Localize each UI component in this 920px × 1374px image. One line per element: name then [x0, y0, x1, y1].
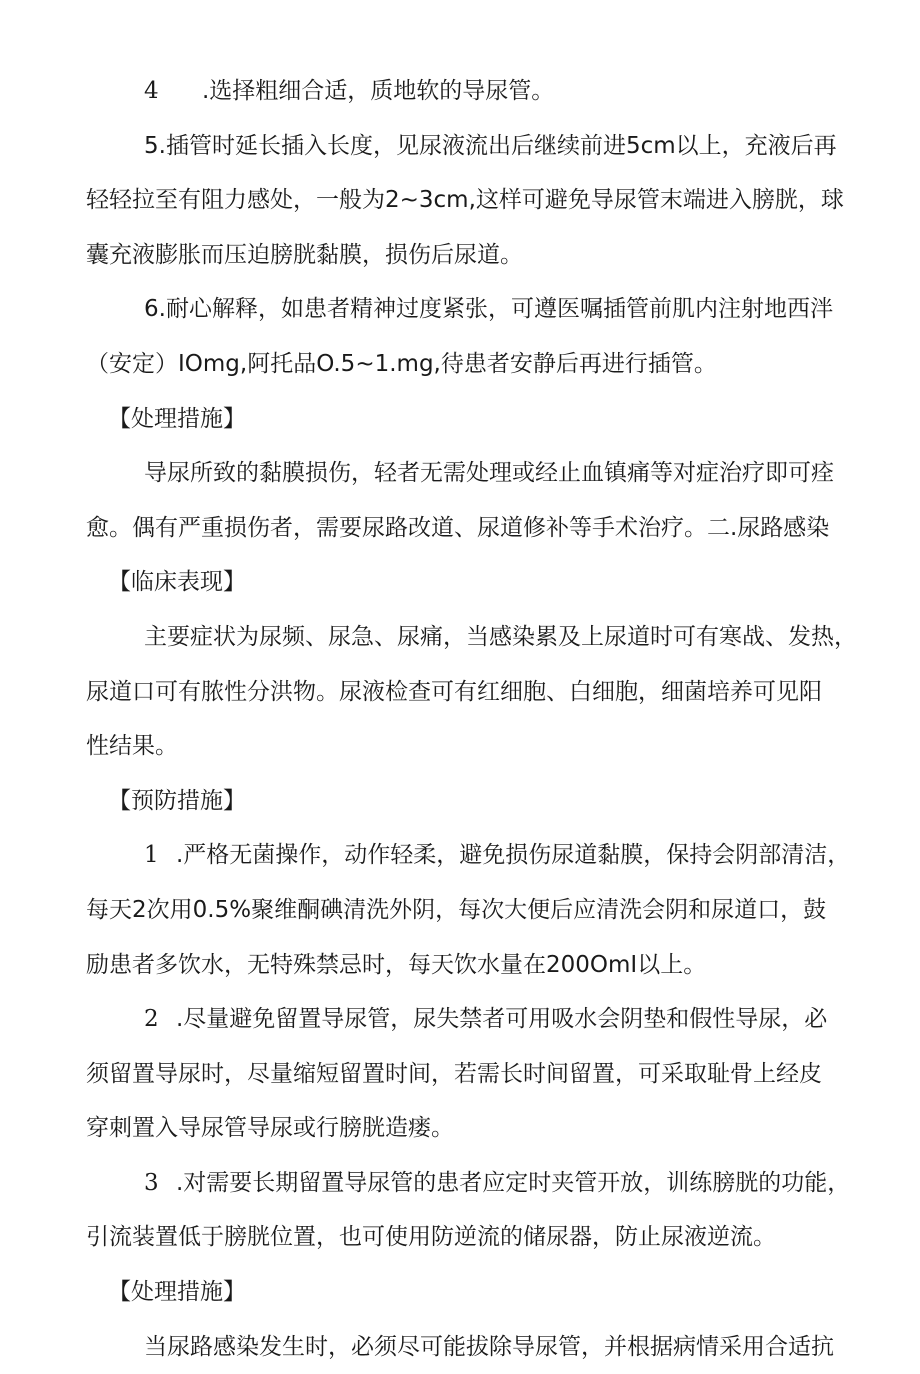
- line-text: .尽量避免留置导尿管，尿失禁者可用吸水会阴垫和假性导尿，必: [176, 1006, 828, 1033]
- line-text: .严格无菌操作，动作轻柔，避免损伤尿道黏膜，保持会阴部清洁，: [176, 842, 851, 869]
- paragraph-line: 主要症状为尿频、尿急、尿痛，当感染累及上尿道时可有寒战、发热，: [144, 623, 857, 650]
- section-heading: 【预防措施】: [108, 787, 246, 814]
- paragraph-line: 性结果。: [86, 733, 178, 760]
- paragraph-line: 当尿路感染发生时，必须尽可能拔除导尿管，并根据病情采用合适抗: [144, 1333, 834, 1360]
- paragraph-line: 励患者多饮水，无特殊禁忌时，每天饮水量在200OmI以上。: [86, 951, 707, 978]
- paragraph-line: 6.耐心解释，如患者精神过度紧张，可遵医嘱插管前肌内注射地西泮: [144, 296, 833, 323]
- line-text: .选择粗细合适，质地软的导尿管。: [202, 78, 555, 104]
- paragraph-line: [86, 64, 838, 119]
- paragraph-line: 愈。偶有严重损伤者，需要尿路改道、尿道修补等手术治疗。二.尿路感染: [86, 514, 830, 541]
- paragraph-line: 5.插管时延长插入长度，见尿液流出后继续前进5cm以上，充液后再: [144, 132, 837, 159]
- section-heading: 【处理措施】: [108, 1279, 246, 1306]
- list-number: 2: [144, 1006, 159, 1033]
- paragraph-line: [86, 828, 851, 883]
- paragraph-line: 导尿所致的黏膜损伤，轻者无需处理或经止血镇痛等对症治疗即可痊: [144, 460, 834, 487]
- paragraph-line: 每天2次用0.5%聚维酮碘清洗外阴，每次大便后应清洗会阴和尿道口，鼓: [86, 896, 827, 923]
- paragraph-line: 囊充液膨胀而压迫膀胱黏膜，损伤后尿道。: [86, 241, 523, 268]
- document-page: [86, 64, 857, 1374]
- paragraph-line: 轻轻拉至有阻力感处，一般为2~3cm,这样可避免导尿管末端进入膀胱，球: [86, 187, 844, 214]
- paragraph-line: [86, 992, 838, 1047]
- section-heading: 【处理措施】: [108, 405, 246, 432]
- paragraph-line: （安定）IOmg,阿托品O.5~1.mg,待患者安静后再进行插管。: [86, 350, 717, 377]
- paragraph-line: 尿道口可有脓性分洪物。尿液检查可有红细胞、白细胞，细菌培养可见阳: [86, 678, 822, 705]
- list-number: 1: [144, 842, 159, 869]
- paragraph-line: 须留置导尿时，尽量缩短留置时间，若需长时间留置，可采取耻骨上经皮: [86, 1060, 822, 1087]
- line-text: .对需要长期留置导尿管的患者应定时夹管开放，训练膀胱的功能，: [176, 1169, 851, 1196]
- section-heading: 【临床表现】: [108, 569, 246, 596]
- paragraph-line: 穿刺置入导尿管导尿或行膀胱造瘘。: [86, 1115, 454, 1142]
- paragraph-line: [86, 1156, 851, 1211]
- paragraph-line: 引流装置低于膀胱位置，也可使用防逆流的储尿器，防止尿液逆流。: [86, 1224, 776, 1251]
- list-number: 3: [144, 1169, 159, 1196]
- list-number: 4: [144, 78, 159, 104]
